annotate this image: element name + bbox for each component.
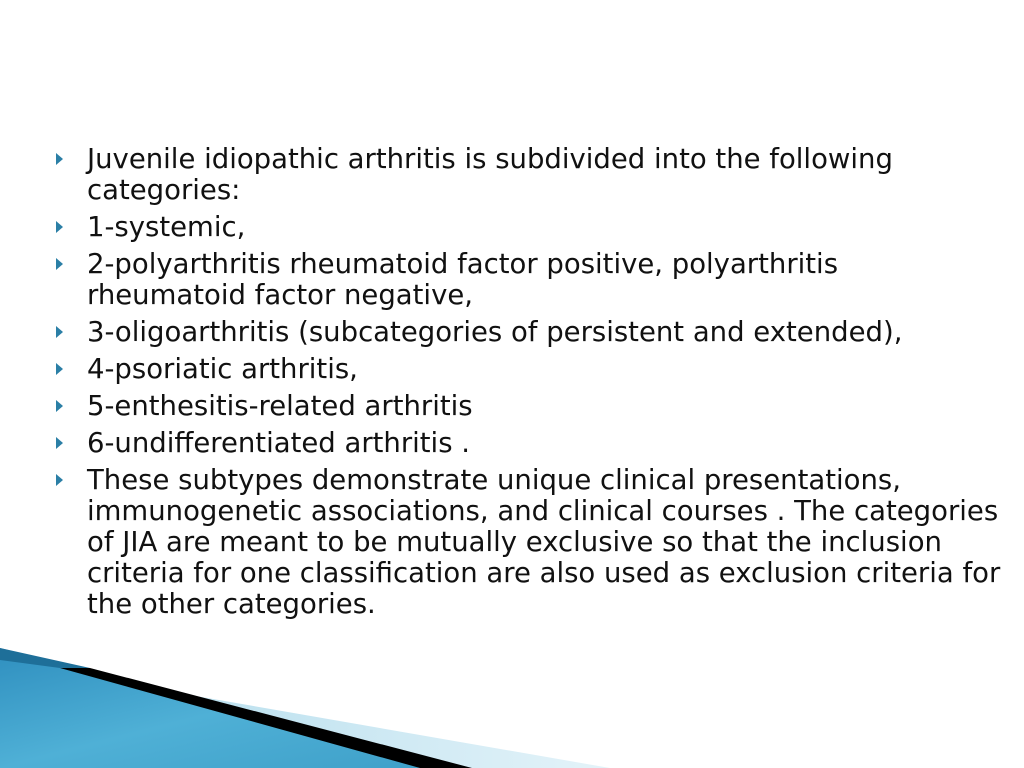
bullet-list [52, 144, 1002, 626]
bullet-text: 5-enthesitis-related arthritis [87, 390, 473, 422]
bullet-text: 1-systemic, [87, 211, 246, 243]
triangle-right-icon [56, 363, 63, 375]
bullet-item [52, 428, 1002, 459]
triangle-right-icon [56, 437, 63, 449]
triangle-right-icon [56, 400, 63, 412]
triangle-right-icon [56, 474, 63, 486]
bullet-item [52, 212, 1002, 243]
bullet-text: 3-oligoarthritis (subcategories of persistent and extended), [87, 316, 903, 348]
bullet-text: These subtypes demonstrate unique clinical presentations, immunogenetic associations, and clinical courses . The categories of JIA are meant to be mutually exclusive so that the inclusion criteria for one classification are also used as exclusion criteria for the other categories. [87, 464, 1001, 620]
bullet-text: 2-polyarthritis rheumatoid factor positive, polyarthritis rheumatoid factor negative, [87, 248, 839, 311]
bullet-text: 6-undifferentiated arthritis . [87, 427, 471, 459]
triangle-right-icon [56, 153, 63, 165]
triangle-right-icon [56, 221, 63, 233]
bullet-item [52, 317, 1002, 348]
bullet-text: Juvenile idiopathic arthritis is subdivided into the following categories: [87, 143, 893, 206]
triangle-right-icon [56, 326, 63, 338]
bullet-item [52, 391, 1002, 422]
bullet-item [52, 354, 1002, 385]
bullet-item [52, 249, 1002, 311]
bullet-item [52, 465, 1002, 620]
triangle-right-icon [56, 258, 63, 270]
bullet-text: 4-psoriatic arthritis, [87, 353, 358, 385]
bullet-item [52, 144, 1002, 206]
